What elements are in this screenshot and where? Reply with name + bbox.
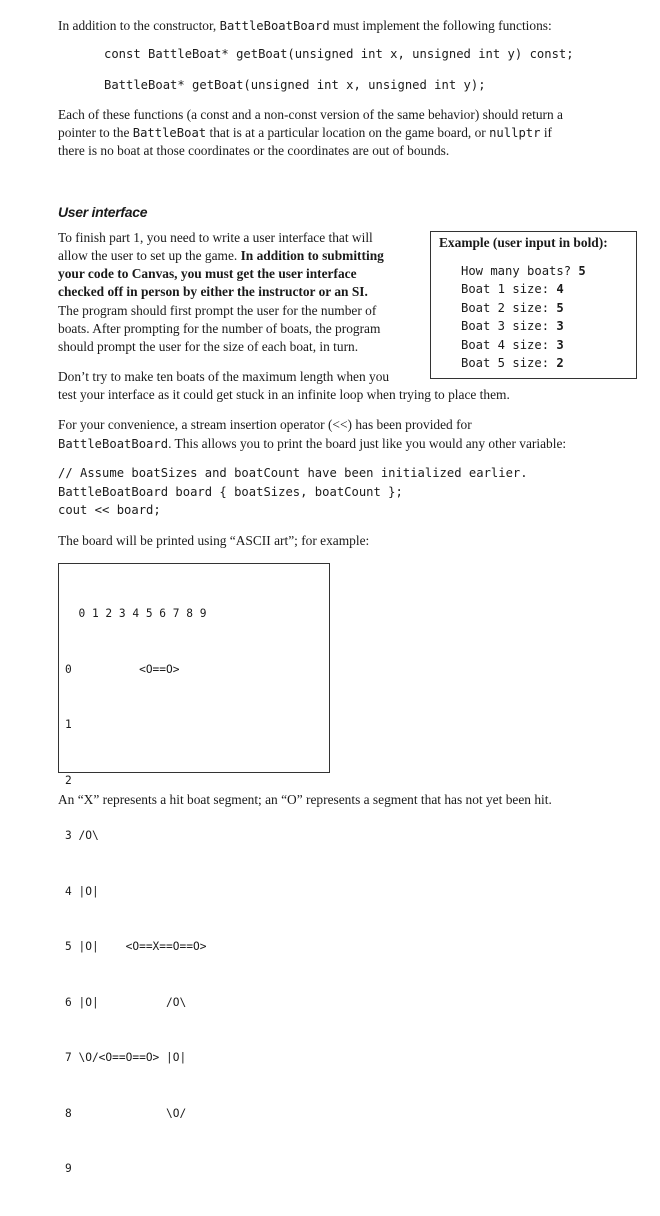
desc-text: pointer to the bbox=[58, 125, 133, 140]
board-row: 3 /O\ bbox=[65, 829, 99, 842]
board-row: 7 \O/<O==O==O> |O| bbox=[65, 1051, 187, 1064]
board-intro: The board will be printed using “ASCII art”; for example: bbox=[58, 533, 370, 548]
ui-bold-text: In addition to submitting bbox=[240, 248, 384, 263]
desc-line-1: Each of these functions (a const and a non-const version of the same behavior) should return a bbox=[58, 107, 563, 122]
example-box bbox=[430, 231, 637, 379]
board-row: 8 \O/ bbox=[65, 1106, 187, 1120]
example-input: 5 bbox=[556, 301, 564, 315]
desc-code-battleboat: BattleBoat bbox=[132, 126, 207, 140]
example-prompt: Boat 1 size: bbox=[461, 282, 557, 296]
example-row bbox=[461, 354, 564, 372]
board-row: 1 bbox=[65, 718, 72, 731]
ui-line-2 bbox=[58, 247, 384, 265]
ui-bold-text: checked off in person by either the instructor or an SI. bbox=[58, 284, 368, 299]
example-input: 4 bbox=[556, 282, 564, 296]
desc-line-2 bbox=[58, 124, 552, 142]
example-prompt: Boat 4 size: bbox=[461, 338, 557, 352]
code-line-1: // Assume boatSizes and boatCount have been initialized earlier. bbox=[58, 466, 528, 480]
board-row: 4 |O| bbox=[65, 884, 99, 898]
board-header-row: 0 1 2 3 4 5 6 7 8 9 bbox=[65, 607, 207, 620]
board-row: 0 <O==O> bbox=[65, 662, 180, 676]
example-prompt: Boat 2 size: bbox=[461, 301, 557, 315]
ui-bold-text: your code to Canvas, you must get the user interface bbox=[58, 266, 357, 281]
board-row: 2 bbox=[65, 773, 72, 787]
function-signature-nonconst: BattleBoat* getBoat(unsigned int x, unsigned int y); bbox=[104, 78, 486, 92]
stream-line-2 bbox=[58, 435, 566, 453]
example-row bbox=[461, 317, 564, 335]
example-title bbox=[439, 235, 608, 251]
intro-code: BattleBoatBoard bbox=[219, 19, 330, 33]
desc-text-end: if bbox=[540, 125, 552, 140]
ui-line-4 bbox=[58, 283, 368, 301]
example-row bbox=[461, 262, 586, 280]
stream-line-1: For your convenience, a stream insertion operator (<<) has been provided for bbox=[58, 417, 472, 432]
ui-line-8: Don’t try to make ten boats of the maximum length when you bbox=[58, 369, 390, 384]
example-row bbox=[461, 299, 564, 317]
ui-line-9: test your interface as it could get stuck in an infinite loop when trying to place them. bbox=[58, 387, 510, 402]
example-prompt: Boat 5 size: bbox=[461, 356, 557, 370]
example-input: 2 bbox=[556, 356, 564, 370]
example-input: 3 bbox=[556, 319, 564, 333]
board-lines bbox=[65, 568, 206, 1216]
intro-text: In addition to the constructor, bbox=[58, 18, 220, 33]
example-prompt: How many boats? bbox=[461, 264, 579, 278]
stream-text: . This allows you to print the board just like you would any other variable: bbox=[168, 436, 567, 451]
ui-text: allow the user to set up the game. bbox=[58, 248, 241, 263]
ui-line-7: should prompt the user for the size of each boat, in turn. bbox=[58, 339, 359, 354]
intro-text-end: must implement the following functions: bbox=[329, 18, 552, 33]
stream-code: BattleBoatBoard bbox=[58, 437, 169, 451]
code-line-2: BattleBoatBoard board { boatSizes, boatCount }; bbox=[58, 485, 403, 499]
ui-line-5: The program should first prompt the user for the number of bbox=[58, 303, 377, 318]
footer-note: An “X” represents a hit boat segment; an “O” represents a segment that has not yet been hit. bbox=[58, 792, 552, 807]
example-input: 3 bbox=[556, 338, 564, 352]
function-signature-const: const BattleBoat* getBoat(unsigned int x, unsigned int y) const; bbox=[104, 47, 574, 61]
desc-line-3: there is no boat at those coordinates or the coordinates are out of bounds. bbox=[58, 143, 450, 158]
example-row bbox=[461, 280, 564, 298]
section-heading: User interface bbox=[58, 204, 148, 220]
board-row: 9 bbox=[65, 1162, 72, 1175]
desc-text-mid: that is at a particular location on the game board, or bbox=[206, 125, 490, 140]
board-row: 6 |O| /O\ bbox=[65, 995, 187, 1009]
ui-line-3 bbox=[58, 265, 357, 283]
example-row bbox=[461, 336, 564, 354]
code-line-3: cout << board; bbox=[58, 503, 161, 517]
example-prompt: Boat 3 size: bbox=[461, 319, 557, 333]
desc-code-nullptr: nullptr bbox=[489, 126, 541, 140]
ui-line-6: boats. After prompting for the number of boats, the program bbox=[58, 321, 381, 336]
board-row: 5 |O| <O==X==O==O> bbox=[65, 940, 207, 953]
example-input: 5 bbox=[578, 264, 586, 278]
intro-paragraph bbox=[58, 17, 552, 35]
ui-line-1: To finish part 1, you need to write a user interface that will bbox=[58, 230, 373, 245]
example-title-text: Example (user input in bold): bbox=[439, 235, 608, 250]
